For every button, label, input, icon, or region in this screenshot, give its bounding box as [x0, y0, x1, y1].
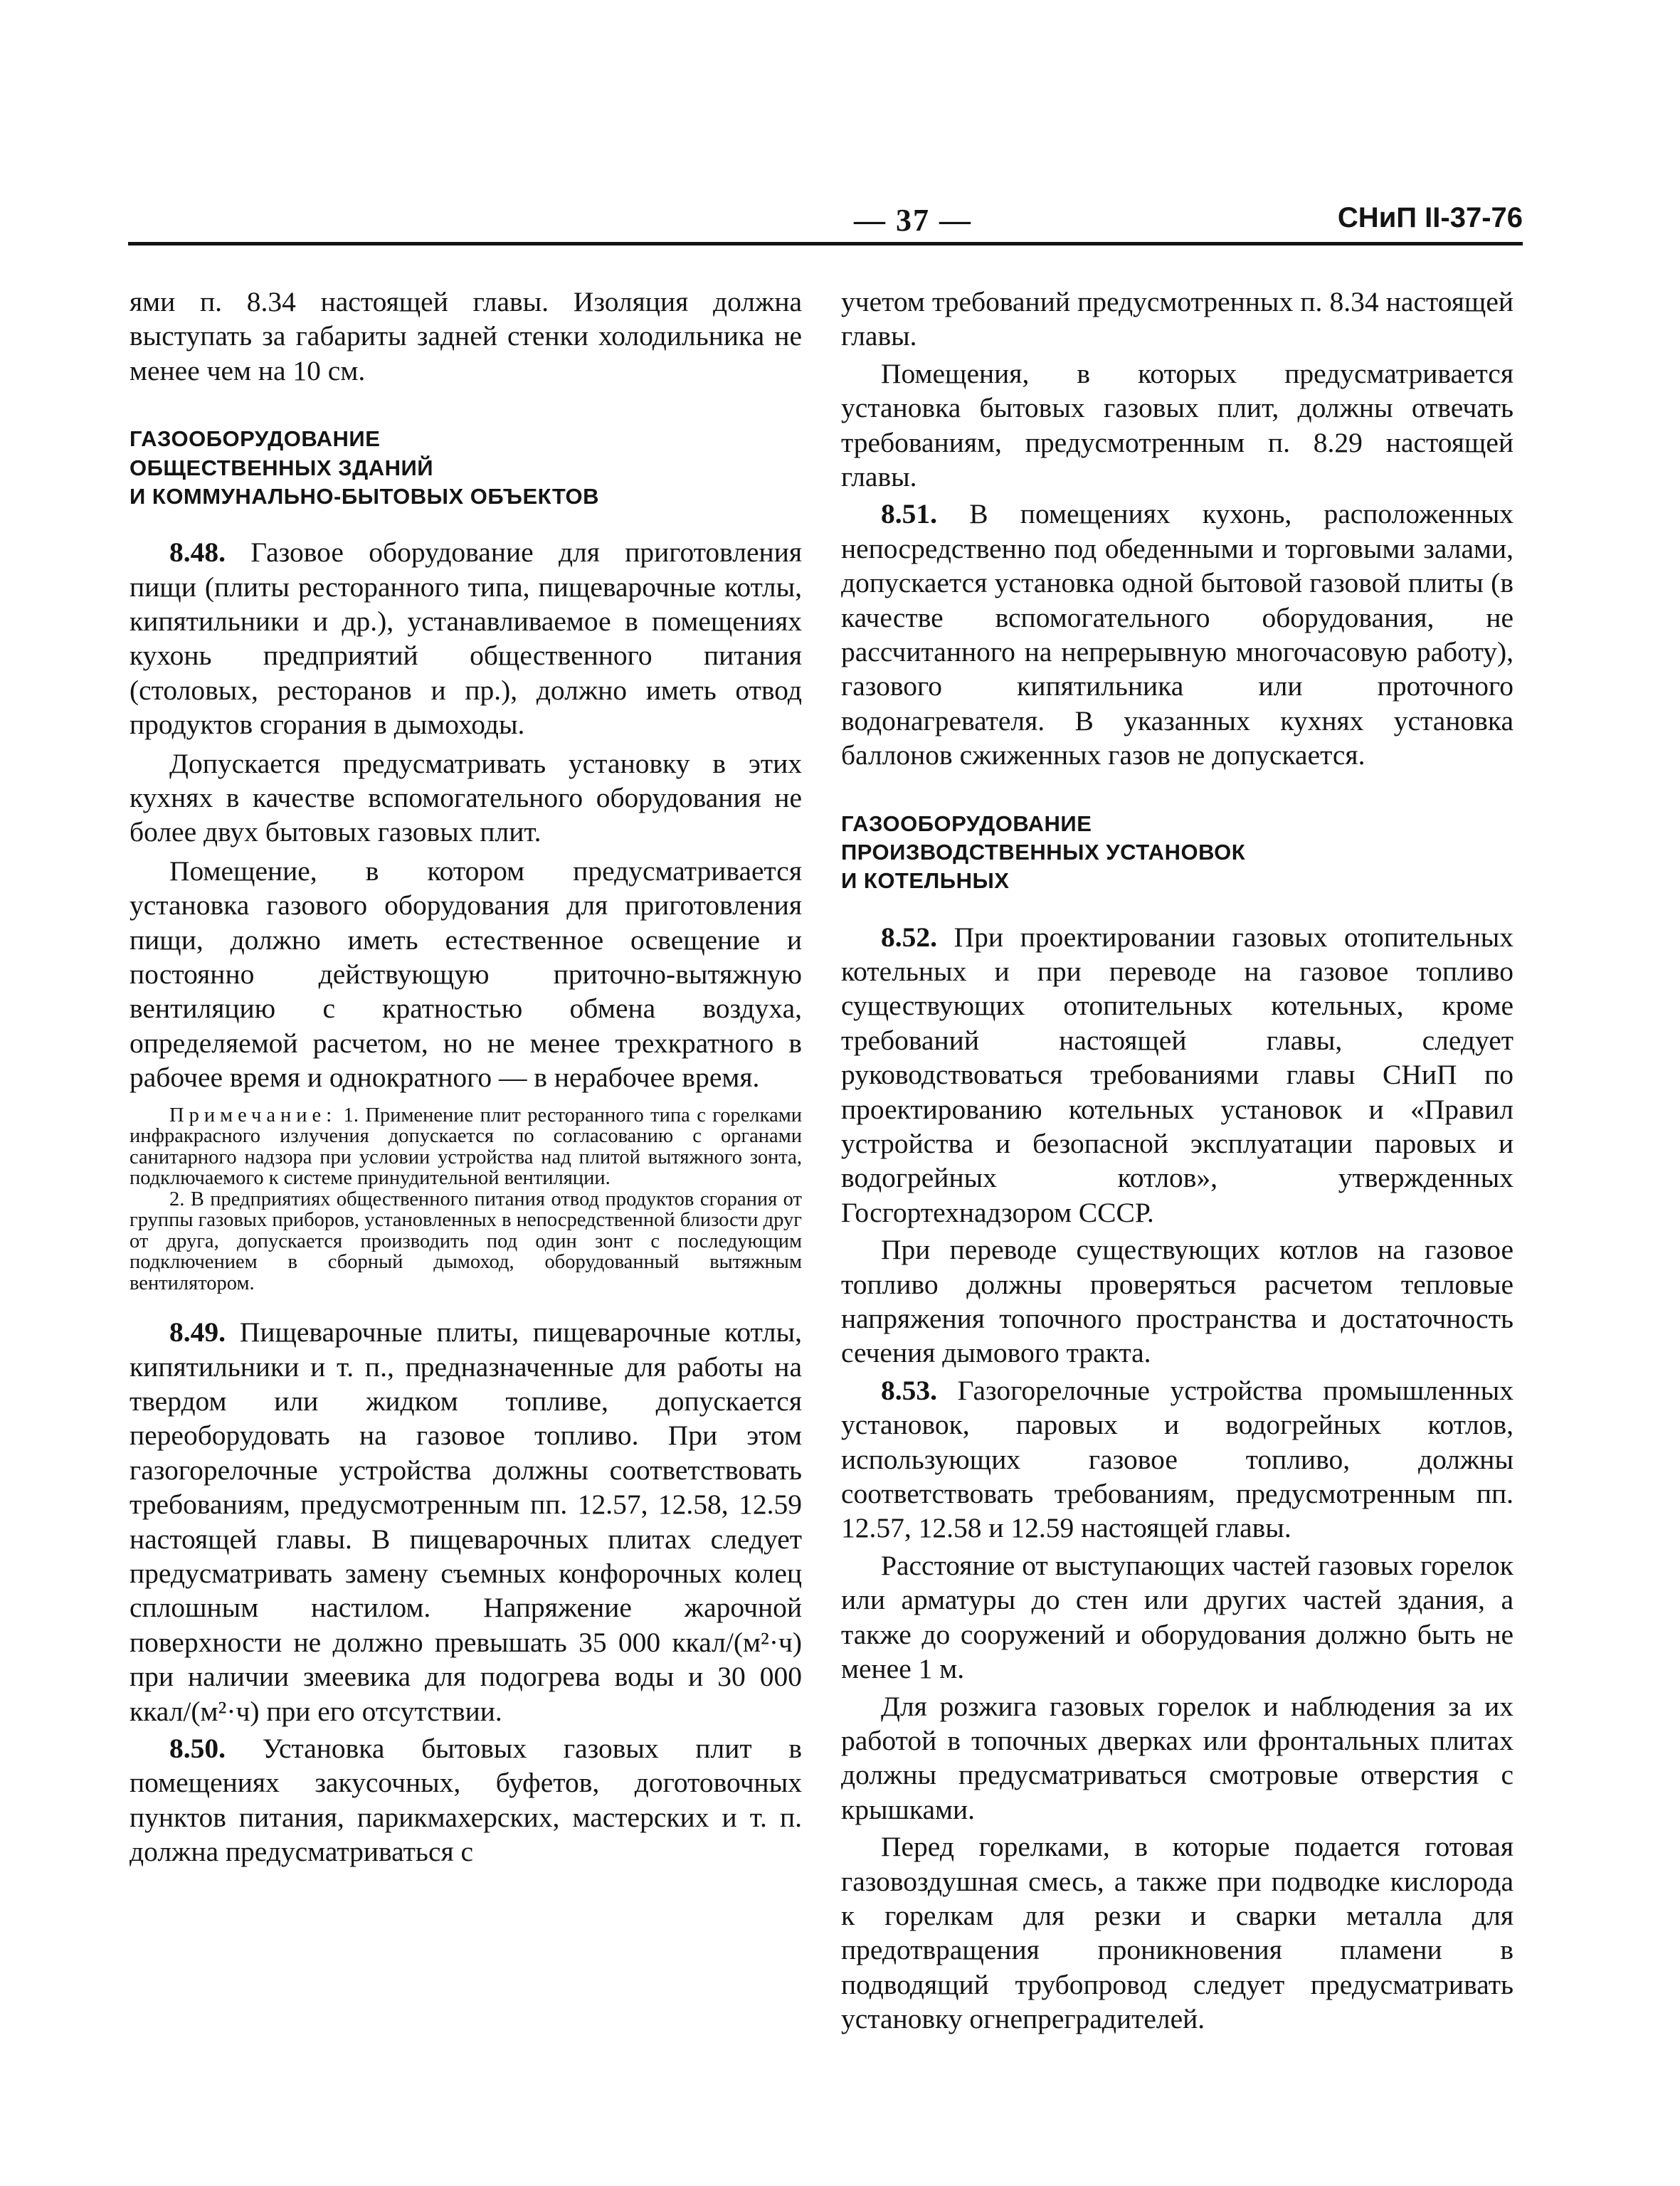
clause-8-49: 8.49. Пищеварочные плиты, пищеварочные котлы, кипятильники и т. п., предназначенные для работы на твердом или жидком топливе, допускается переоборудовать на газовое топливо. При этом газогорелочные устройства должны соответствовать требованиям, предусмотренным пп. 12.57, 12.58, 12.59 настоящей главы. В пищеварочных плитах следует предусматривать замену съемных конфорочных колец сплошным настилом. Напряжение жарочной поверхности не должно превышать 35 000 ккал/(м²·ч) при наличии змеевика для подогрева воды и 30 000 ккал/(м²·ч) при его отсутствии.: [130, 1316, 802, 1727]
paragraph: Расстояние от выступающих частей газовых горелок или арматуры до стен или других частей здания, а также до сооружений и оборудования должно быть не менее 1 м.: [841, 1549, 1513, 1685]
paragraph: Допускается предусматривать установку в этих кухнях в качестве вспомогательного оборудования не более двух бытовых газовых плит.: [130, 747, 802, 848]
paragraph: При переводе существующих котлов на газовое топливо должны проверяться расчетом тепловые напряжения топочного пространства и достаточность сечения дымового тракта.: [841, 1234, 1513, 1369]
clause-number: 8.52.: [881, 921, 937, 953]
note-block: [130, 1105, 802, 1294]
clause-number: 8.48.: [169, 537, 226, 569]
document-code: СНиП II-37-76: [1337, 202, 1523, 233]
paragraph: Помещение, в котором предусматривается установка газового оборудования для приготовления пищи, должно иметь естественное освещение и постоянно действующую приточно-вытяжную вентиляцию с кратностью обмена воздуха, определяемой расчетом, но не менее трехкратного в рабочее время и однократного — в нерабочее время.: [130, 855, 802, 1094]
clause-number: 8.49.: [169, 1316, 226, 1348]
clause-number: 8.50.: [169, 1732, 226, 1764]
continued-paragraph: учетом требований предусмотренных п. 8.34 настоящей главы.: [841, 286, 1513, 352]
note-1: Примечание: 1. Применение плит ресторанного типа с горелками инфракрасного излучения допускается по согласованию с органами санитарного надзора при условии устройства над плитой вытяжного зонта, подключаемого к системе принудительной вентиляции.: [130, 1104, 802, 1190]
clause-8-50: 8.50. Установка бытовых газовых плит в помещениях закусочных, буфетов, доготовочных пунктов питания, парикмахерских, мастерских и т. п. должна предусматриваться с: [130, 1732, 803, 1868]
section-heading-public-buildings: ГАЗООБОРУДОВАНИЕ ОБЩЕСТВЕННЫХ ЗДАНИЙ И КОММУНАЛЬНО-БЫТОВЫХ ОБЪЕКТОВ: [130, 426, 600, 509]
clause-8-53: 8.53. Газогорелочные устройства промышленных установок, паровых и водогрейных котлов, использующих газовое топливо, должны соответствовать требованиям, предусмотренным пп. 12.57, 12.58 и 12.59 настоящей главы.: [841, 1374, 1513, 1544]
paragraph: Для розжига газовых горелок и наблюдения за их работой в топочных дверках или фронтальных плитах должны предусматриваться смотровые отверстия с крышками.: [841, 1690, 1513, 1825]
clause-number: 8.51.: [881, 498, 937, 530]
section-heading-industrial: ГАЗООБОРУДОВАНИЕ ПРОИЗВОДСТВЕННЫХ УСТАНОВОК И КОТЕЛЬНЫХ: [841, 810, 1246, 894]
page-number: — 37 —: [854, 203, 972, 238]
clause-8-52: 8.52. При проектировании газовых отопительных котельных и при переводе на газовое топливо существующих отопительных котельных, кроме требований настоящей главы, следует руководствоваться требованиями главы СНиП по проектированию котельных установок и «Правил устройства и безопасной эксплуатации паровых и водогрейных котлов», утвержденных Госгортехнадзором СССР.: [841, 921, 1513, 1228]
clause-8-48: 8.48. Газовое оборудование для приготовления пищи (плиты ресторанного типа, пищеварочные котлы, кипятильники и др.), устанавливаемое в помещениях кухонь предприятий общественного питания (столовых, ресторанов и пр.), должно иметь отвод продуктов сгорания в дымоходы.: [130, 537, 802, 741]
right-column: [841, 285, 1513, 2037]
left-column: [130, 285, 802, 1869]
note-2: 2. В предприятиях общественного питания отвод продуктов сгорания от группы газовых приборов, установленных в непосредственной близости друг от друга, допускается производить под один зонт с последующим подключением в сборный дымоход, оборудованный вытяжным вентилятором.: [130, 1188, 802, 1294]
paragraph: Перед горелками, в которые подается готовая газовоздушная смесь, а также при подводке кислорода к горелкам для резки и сварки металла для предотвращения проникновения пламени в подводящий трубопровод следует предусматривать установку огнепреградителей.: [841, 1831, 1513, 2035]
note-label: Примечание:: [169, 1104, 337, 1126]
clause-8-51: 8.51. В помещениях кухонь, расположенных непосредственно под обеденными и торговыми залами, допускается установка одной бытовой газовой плиты (в качестве вспомогательного оборудования, не рассчитанного на непрерывную многочасовую работу), газового кипятильника или проточного водонагревателя. В указанных кухнях установка баллонов сжиженных газов не допускается.: [841, 498, 1514, 771]
paragraph: Помещения, в которых предусматривается установка бытовых газовых плит, должны отвечать требованиям, предусмотренным п. 8.29 настоящей главы.: [841, 357, 1513, 493]
header-rule: [128, 242, 1523, 245]
clause-number: 8.53.: [881, 1374, 937, 1406]
continued-paragraph: ями п. 8.34 настоящей главы. Изоляция должна выступать за габариты задней стенки холодильника не менее чем на 10 см.: [130, 286, 802, 386]
